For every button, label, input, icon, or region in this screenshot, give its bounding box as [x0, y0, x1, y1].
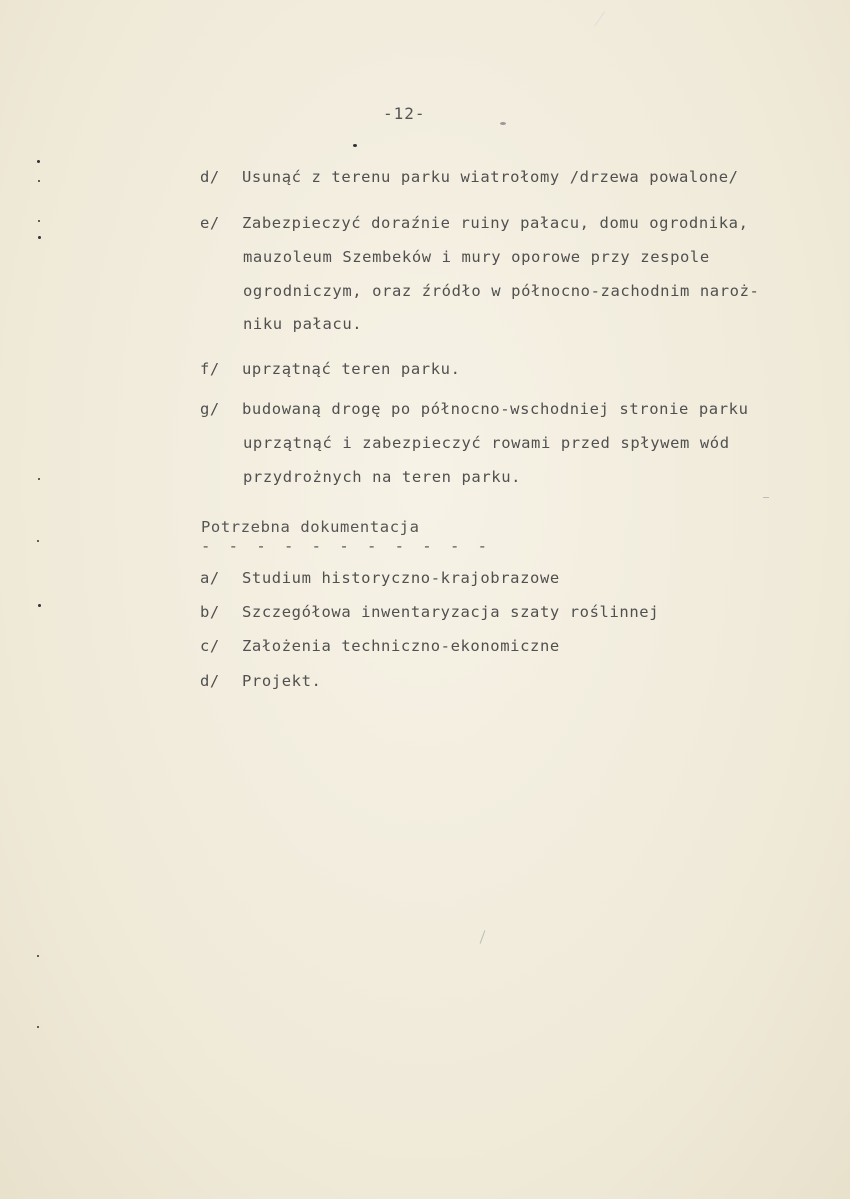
paper-scratch: [763, 497, 769, 498]
list-marker: f/: [200, 360, 220, 378]
section-heading: Potrzebna dokumentacja: [201, 518, 420, 536]
paper-speck: [38, 236, 41, 239]
section-heading-underline: - - - - - - - - - - -: [201, 537, 492, 555]
list-item-a: [200, 569, 560, 587]
list-item-text: Założenia techniczno-ekonomiczne: [242, 637, 560, 655]
list-item-d2: [200, 672, 321, 690]
paper-speck: [37, 955, 39, 957]
list-item-b: [200, 603, 659, 621]
page-number: -12-: [383, 104, 426, 123]
list-item-text: Studium historyczno-krajobrazowe: [242, 569, 560, 587]
list-item-text: Szczegółowa inwentaryzacja szaty roślinnej: [242, 603, 660, 621]
list-item-text-line: uprzątnąć i zabezpieczyć rowami przed spływem wód: [243, 434, 730, 452]
paper-speck: [37, 540, 39, 542]
list-item-text-line: ogrodniczym, oraz źródło w północno-zachodnim naroż-: [243, 282, 760, 300]
list-item-c: [200, 637, 560, 655]
paper-speck: [38, 604, 41, 607]
paper-speck: [353, 144, 357, 147]
list-item-text-line: przydrożnych na teren parku.: [243, 468, 522, 486]
list-marker: d/: [200, 672, 220, 690]
paper-speck: [37, 1026, 39, 1028]
list-item-text: Projekt.: [242, 672, 322, 690]
paper-speck: [38, 478, 40, 480]
list-marker: e/: [200, 214, 220, 232]
list-marker: g/: [200, 400, 220, 418]
list-item-text: uprzątnąć teren parku.: [242, 360, 461, 378]
list-item-text-line: niku pałacu.: [243, 315, 363, 333]
list-item-text: Usunąć z terenu parku wiatrołomy /drzewa powalone/: [242, 168, 739, 186]
paper-scratch: [594, 11, 605, 26]
list-marker: c/: [200, 637, 220, 655]
list-item-f: [200, 360, 461, 378]
list-item-d: [200, 168, 739, 186]
list-item-text-line: mauzoleum Szembeków i mury oporowe przy zespole: [243, 248, 710, 266]
paper-speck: [38, 180, 40, 182]
paper-speck: [38, 220, 40, 222]
list-item-e: [200, 214, 749, 232]
list-item-text: Zabezpieczyć doraźnie ruiny pałacu, domu ogrodnika,: [242, 214, 749, 232]
paper-speck: [37, 160, 40, 163]
list-marker: d/: [200, 168, 220, 186]
paper-speck: [500, 122, 506, 125]
list-item-g: [200, 400, 749, 418]
paper-scratch: [480, 930, 486, 943]
list-item-text: budowaną drogę po północno-wschodniej stronie parku: [242, 400, 749, 418]
list-marker: a/: [200, 569, 220, 587]
list-marker: b/: [200, 603, 220, 621]
